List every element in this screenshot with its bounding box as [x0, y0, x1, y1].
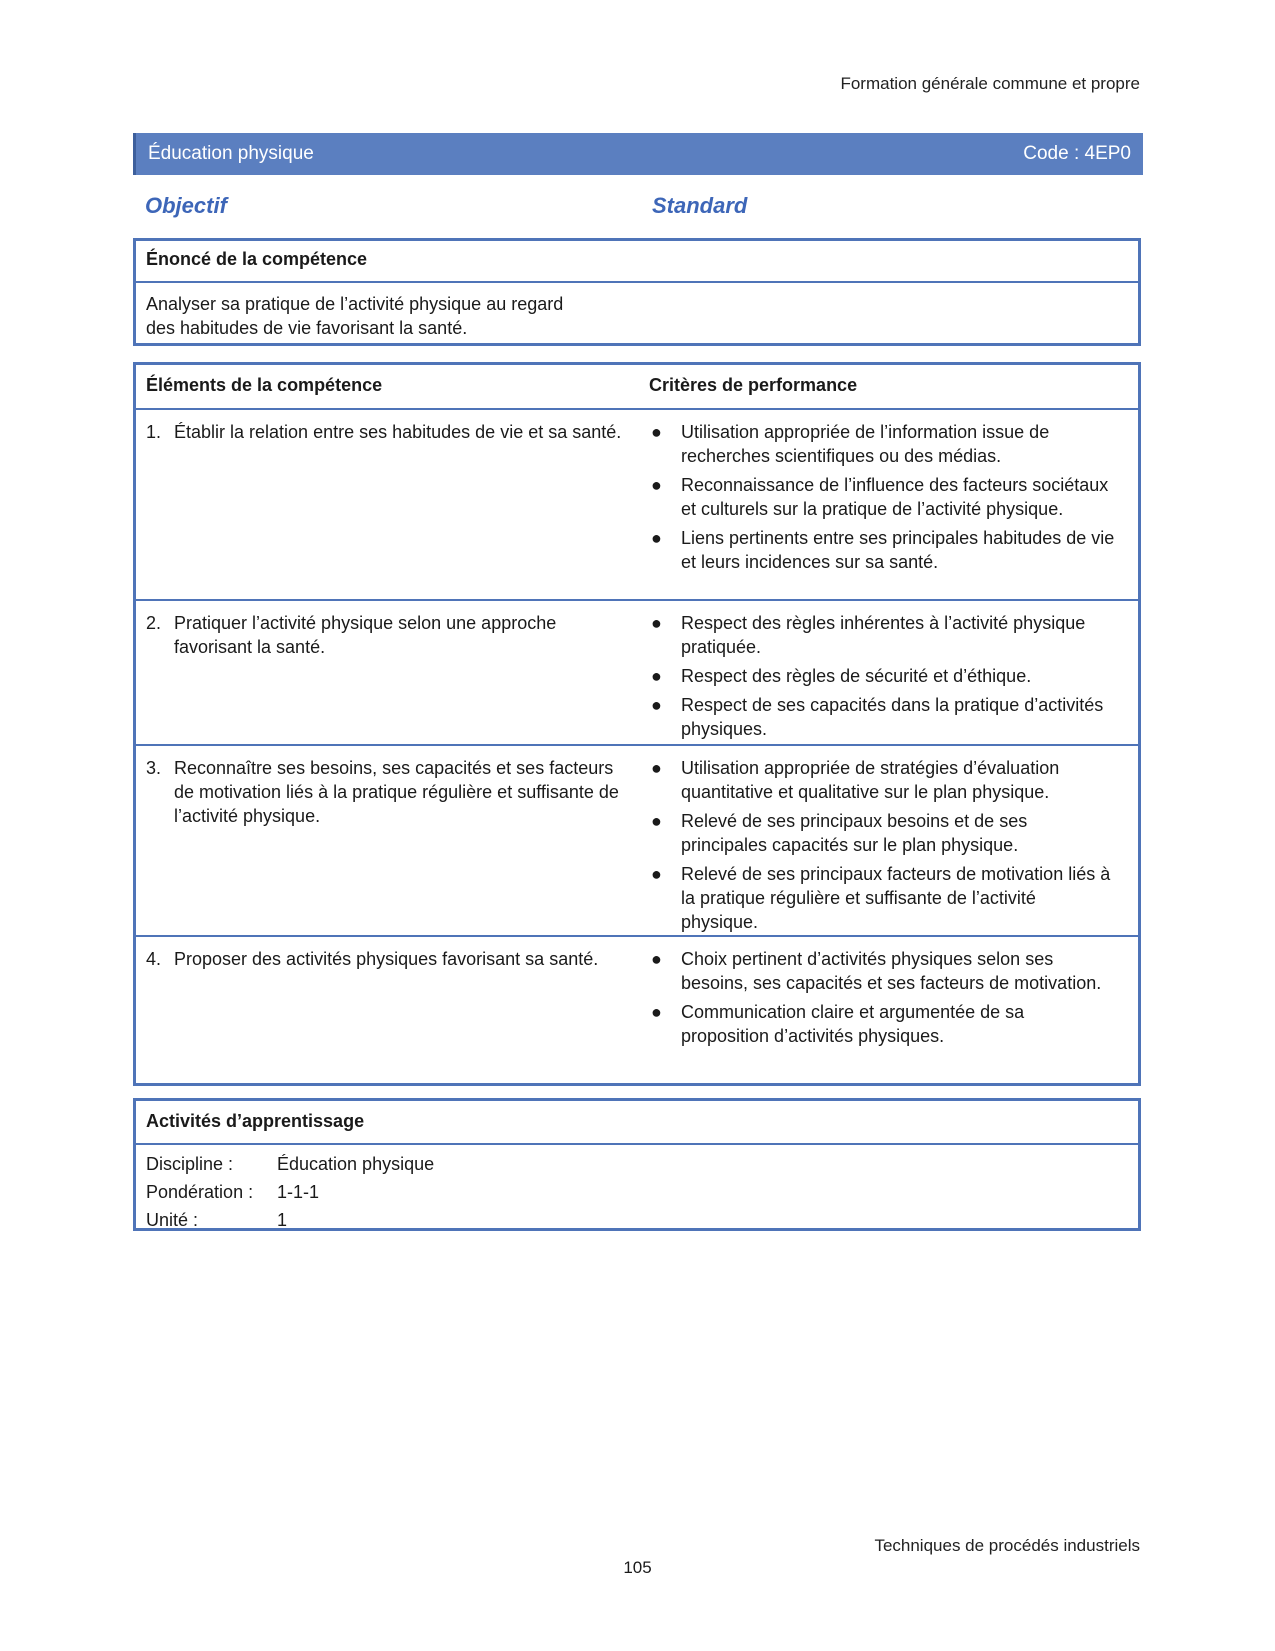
- criterion-text: Respect de ses capacités dans la pratique d’activités physiques.: [681, 695, 1104, 739]
- criteria-list: [641, 611, 1116, 746]
- ponderation-label: Pondération :: [146, 1182, 254, 1202]
- list-item: [641, 947, 1116, 995]
- list-item: [641, 664, 1116, 688]
- subject-title: Éducation physique: [148, 143, 314, 164]
- criteria-list: [641, 420, 1116, 579]
- bullet-icon: ●: [651, 864, 662, 884]
- enonce-line: Analyser sa pratique de l’activité physique au regard: [146, 294, 564, 314]
- ponderation-value: 1-1-1: [277, 1182, 320, 1202]
- criterion-text: Utilisation appropriée de l’information issue de recherches scientifiques ou des médias.: [681, 422, 1050, 466]
- criterion-text: Liens pertinents entre ses principales habitudes de vie et leurs incidences sur sa santé.: [681, 528, 1115, 572]
- standard-label: Standard: [652, 193, 748, 218]
- list-item: [641, 420, 1116, 468]
- element-text: Établir la relation entre ses habitudes de vie et sa santé.: [174, 422, 622, 442]
- element-number: 1.: [146, 422, 162, 442]
- page-footer: Techniques de procédés industriels: [874, 1536, 1140, 1555]
- bullet-icon: ●: [651, 695, 662, 715]
- table-row: [136, 746, 1138, 937]
- unite-label: Unité :: [146, 1210, 199, 1230]
- page-header: Formation générale commune et propre: [840, 74, 1140, 93]
- list-item: [641, 693, 1116, 741]
- enonce-heading: Énoncé de la compétence: [136, 241, 1138, 283]
- criterion-text: Relevé de ses principaux besoins et de ses principales capacités sur le plan physique.: [681, 811, 1028, 855]
- activites-box: [133, 1098, 1141, 1231]
- criterion-text: Relevé de ses principaux facteurs de motivation liés à la pratique régulière et suffisante de l’activité physique.: [681, 864, 1111, 932]
- table-row: [136, 601, 1138, 746]
- element-number: 2.: [146, 613, 162, 633]
- criteria-list: [641, 947, 1116, 1053]
- criteria-list: [641, 756, 1116, 939]
- element-text: Proposer des activités physiques favorisant sa santé.: [174, 949, 599, 969]
- criterion-text: Respect des règles de sécurité et d’éthique.: [681, 666, 1032, 686]
- list-item: [641, 862, 1116, 934]
- table-row: [136, 410, 1138, 601]
- bullet-icon: ●: [651, 475, 662, 495]
- activites-heading: Activités d’apprentissage: [136, 1101, 1138, 1145]
- discipline-label: Discipline :: [146, 1154, 234, 1174]
- element-text: Reconnaître ses besoins, ses capacités et ses facteurs de motivation liés à la pratique régulière et suffisante de l’activité physique.: [174, 758, 619, 826]
- element-text: Pratiquer l’activité physique selon une approche favorisant la santé.: [174, 613, 557, 657]
- page-number: 105: [623, 1558, 652, 1577]
- unite-value: 1: [277, 1210, 288, 1230]
- bullet-icon: ●: [651, 613, 662, 633]
- criterion-text: Respect des règles inhérentes à l’activité physique pratiquée.: [681, 613, 1086, 657]
- list-item: [641, 809, 1116, 857]
- criterion-text: Choix pertinent d’activités physiques selon ses besoins, ses capacités et ses facteurs de motivation.: [681, 949, 1102, 993]
- criteres-heading: Critères de performance: [649, 375, 858, 395]
- criterion-text: Reconnaissance de l’influence des facteurs sociétaux et culturels sur la pratique de l’activité physique.: [681, 475, 1109, 519]
- list-item: [641, 611, 1116, 659]
- objectif-label: Objectif: [145, 193, 227, 218]
- bullet-icon: ●: [651, 949, 662, 969]
- elements-heading: Éléments de la compétence: [146, 375, 383, 395]
- bullet-icon: ●: [651, 666, 662, 686]
- elements-table-header: [136, 365, 1138, 410]
- enonce-line: des habitudes de vie favorisant la santé.: [146, 318, 468, 338]
- elements-table: [133, 362, 1141, 1086]
- list-item: [641, 756, 1116, 804]
- criterion-text: Communication claire et argumentée de sa proposition d’activités physiques.: [681, 1002, 1025, 1046]
- discipline-line: [136, 1150, 1138, 1178]
- enonce-box: [133, 238, 1141, 346]
- list-item: [641, 1000, 1116, 1048]
- table-row: [136, 937, 1138, 1074]
- ponderation-line: [136, 1178, 1138, 1206]
- bullet-icon: ●: [651, 422, 662, 442]
- title-bar: [133, 133, 1143, 175]
- criterion-text: Utilisation appropriée de stratégies d’évaluation quantitative et qualitative sur le plan physique.: [681, 758, 1060, 802]
- element-number: 4.: [146, 949, 162, 969]
- bullet-icon: ●: [651, 528, 662, 548]
- course-code: Code : 4EP0: [1023, 143, 1131, 164]
- bullet-icon: ●: [651, 811, 662, 831]
- objective-row: [145, 193, 1135, 223]
- bullet-icon: ●: [651, 758, 662, 778]
- element-number: 3.: [146, 758, 162, 778]
- list-item: [641, 526, 1116, 574]
- bullet-icon: ●: [651, 1002, 662, 1022]
- list-item: [641, 473, 1116, 521]
- discipline-value: Éducation physique: [277, 1154, 435, 1174]
- unite-line: [136, 1206, 1138, 1234]
- enonce-text: [136, 283, 636, 340]
